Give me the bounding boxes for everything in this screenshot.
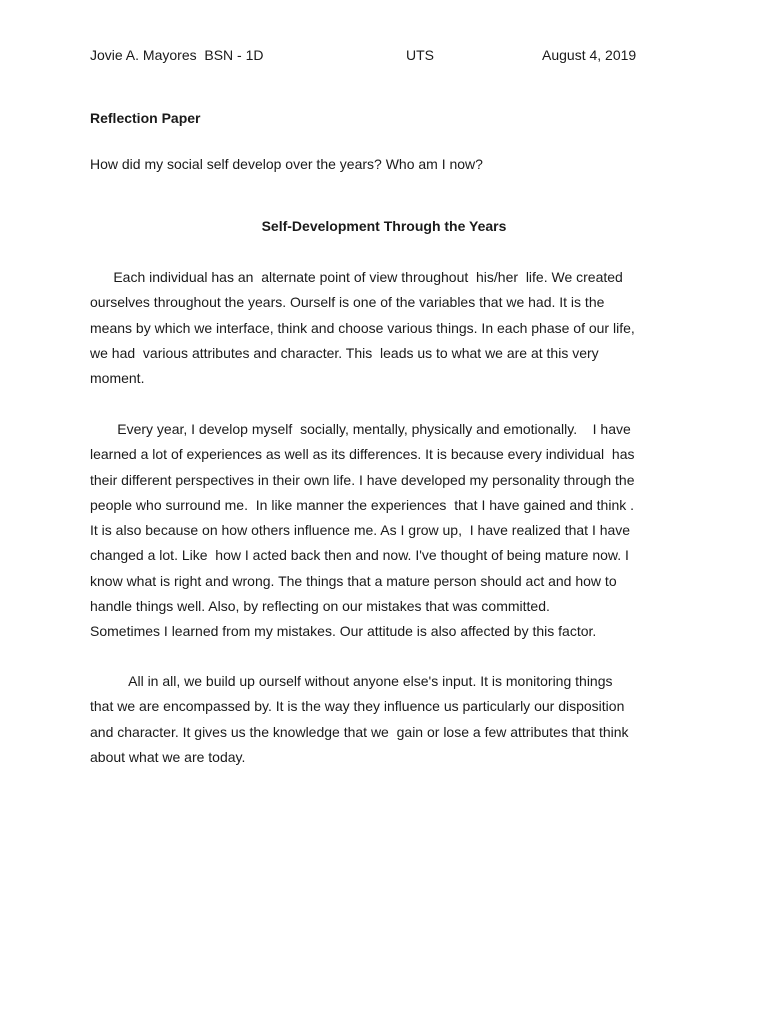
paragraph-line: All in all, we build up ourself without anyone else's input. It is monitoring things: [90, 673, 613, 689]
paragraph-line: changed a lot. Like how I acted back then and now. I've thought of being mature now. I: [90, 547, 629, 564]
paragraph-line: Every year, I develop myself socially, mentally, physically and emotionally. I have: [90, 421, 631, 437]
paragraph-2: [90, 417, 690, 645]
paragraph-line: Sometimes I learned from my mistakes. Our attitude is also affected by this factor.: [90, 623, 597, 640]
subject-code: UTS: [406, 47, 434, 63]
paragraph-line: moment.: [90, 370, 145, 387]
paragraph-line: people who surround me. In like manner the experiences that I have gained and think .: [90, 496, 635, 513]
paragraph-line: ourselves throughout the years. Ourself is one of the variables that we had. It is the: [90, 294, 605, 311]
guiding-question: How did my social self develop over the years? Who am I now?: [90, 156, 483, 172]
paragraph-line: Each individual has an alternate point of view throughout his/her life. We created: [90, 269, 623, 285]
paragraph-1: [90, 265, 690, 391]
document-date: August 4, 2019: [542, 47, 637, 63]
paragraph-line: about what we are today.: [90, 748, 246, 765]
paragraph-line: know what is right and wrong. The things that a mature person should act and how to: [90, 572, 617, 589]
paper-type-heading: Reflection Paper: [90, 110, 201, 126]
paragraph-line: handle things well. Also, by reflecting on our mistakes that was committed.: [90, 598, 550, 615]
paragraph-line: we had various attributes and character. This leads us to what we are at this very: [90, 344, 599, 361]
document-header: [90, 47, 690, 67]
paragraph-line: that we are encompassed by. It is the way they influence us particularly our disposition: [90, 698, 625, 715]
author-name: Jovie A. Mayores BSN - 1D: [90, 47, 264, 63]
essay-title: Self-Development Through the Years: [261, 218, 507, 234]
paragraph-line: learned a lot of experiences as well as its differences. It is because every individual has: [90, 446, 635, 463]
paragraph-line: and character. It gives us the knowledge that we gain or lose a few attributes that think: [90, 723, 629, 740]
paragraph-3: [90, 669, 690, 770]
paragraph-line: means by which we interface, think and choose various things. In each phase of our life,: [90, 319, 635, 336]
paragraph-line: their different perspectives in their own life. I have developed my personality through the: [90, 471, 635, 488]
paragraph-line: It is also because on how others influence me. As I grow up, I have realized that I have: [90, 522, 631, 539]
